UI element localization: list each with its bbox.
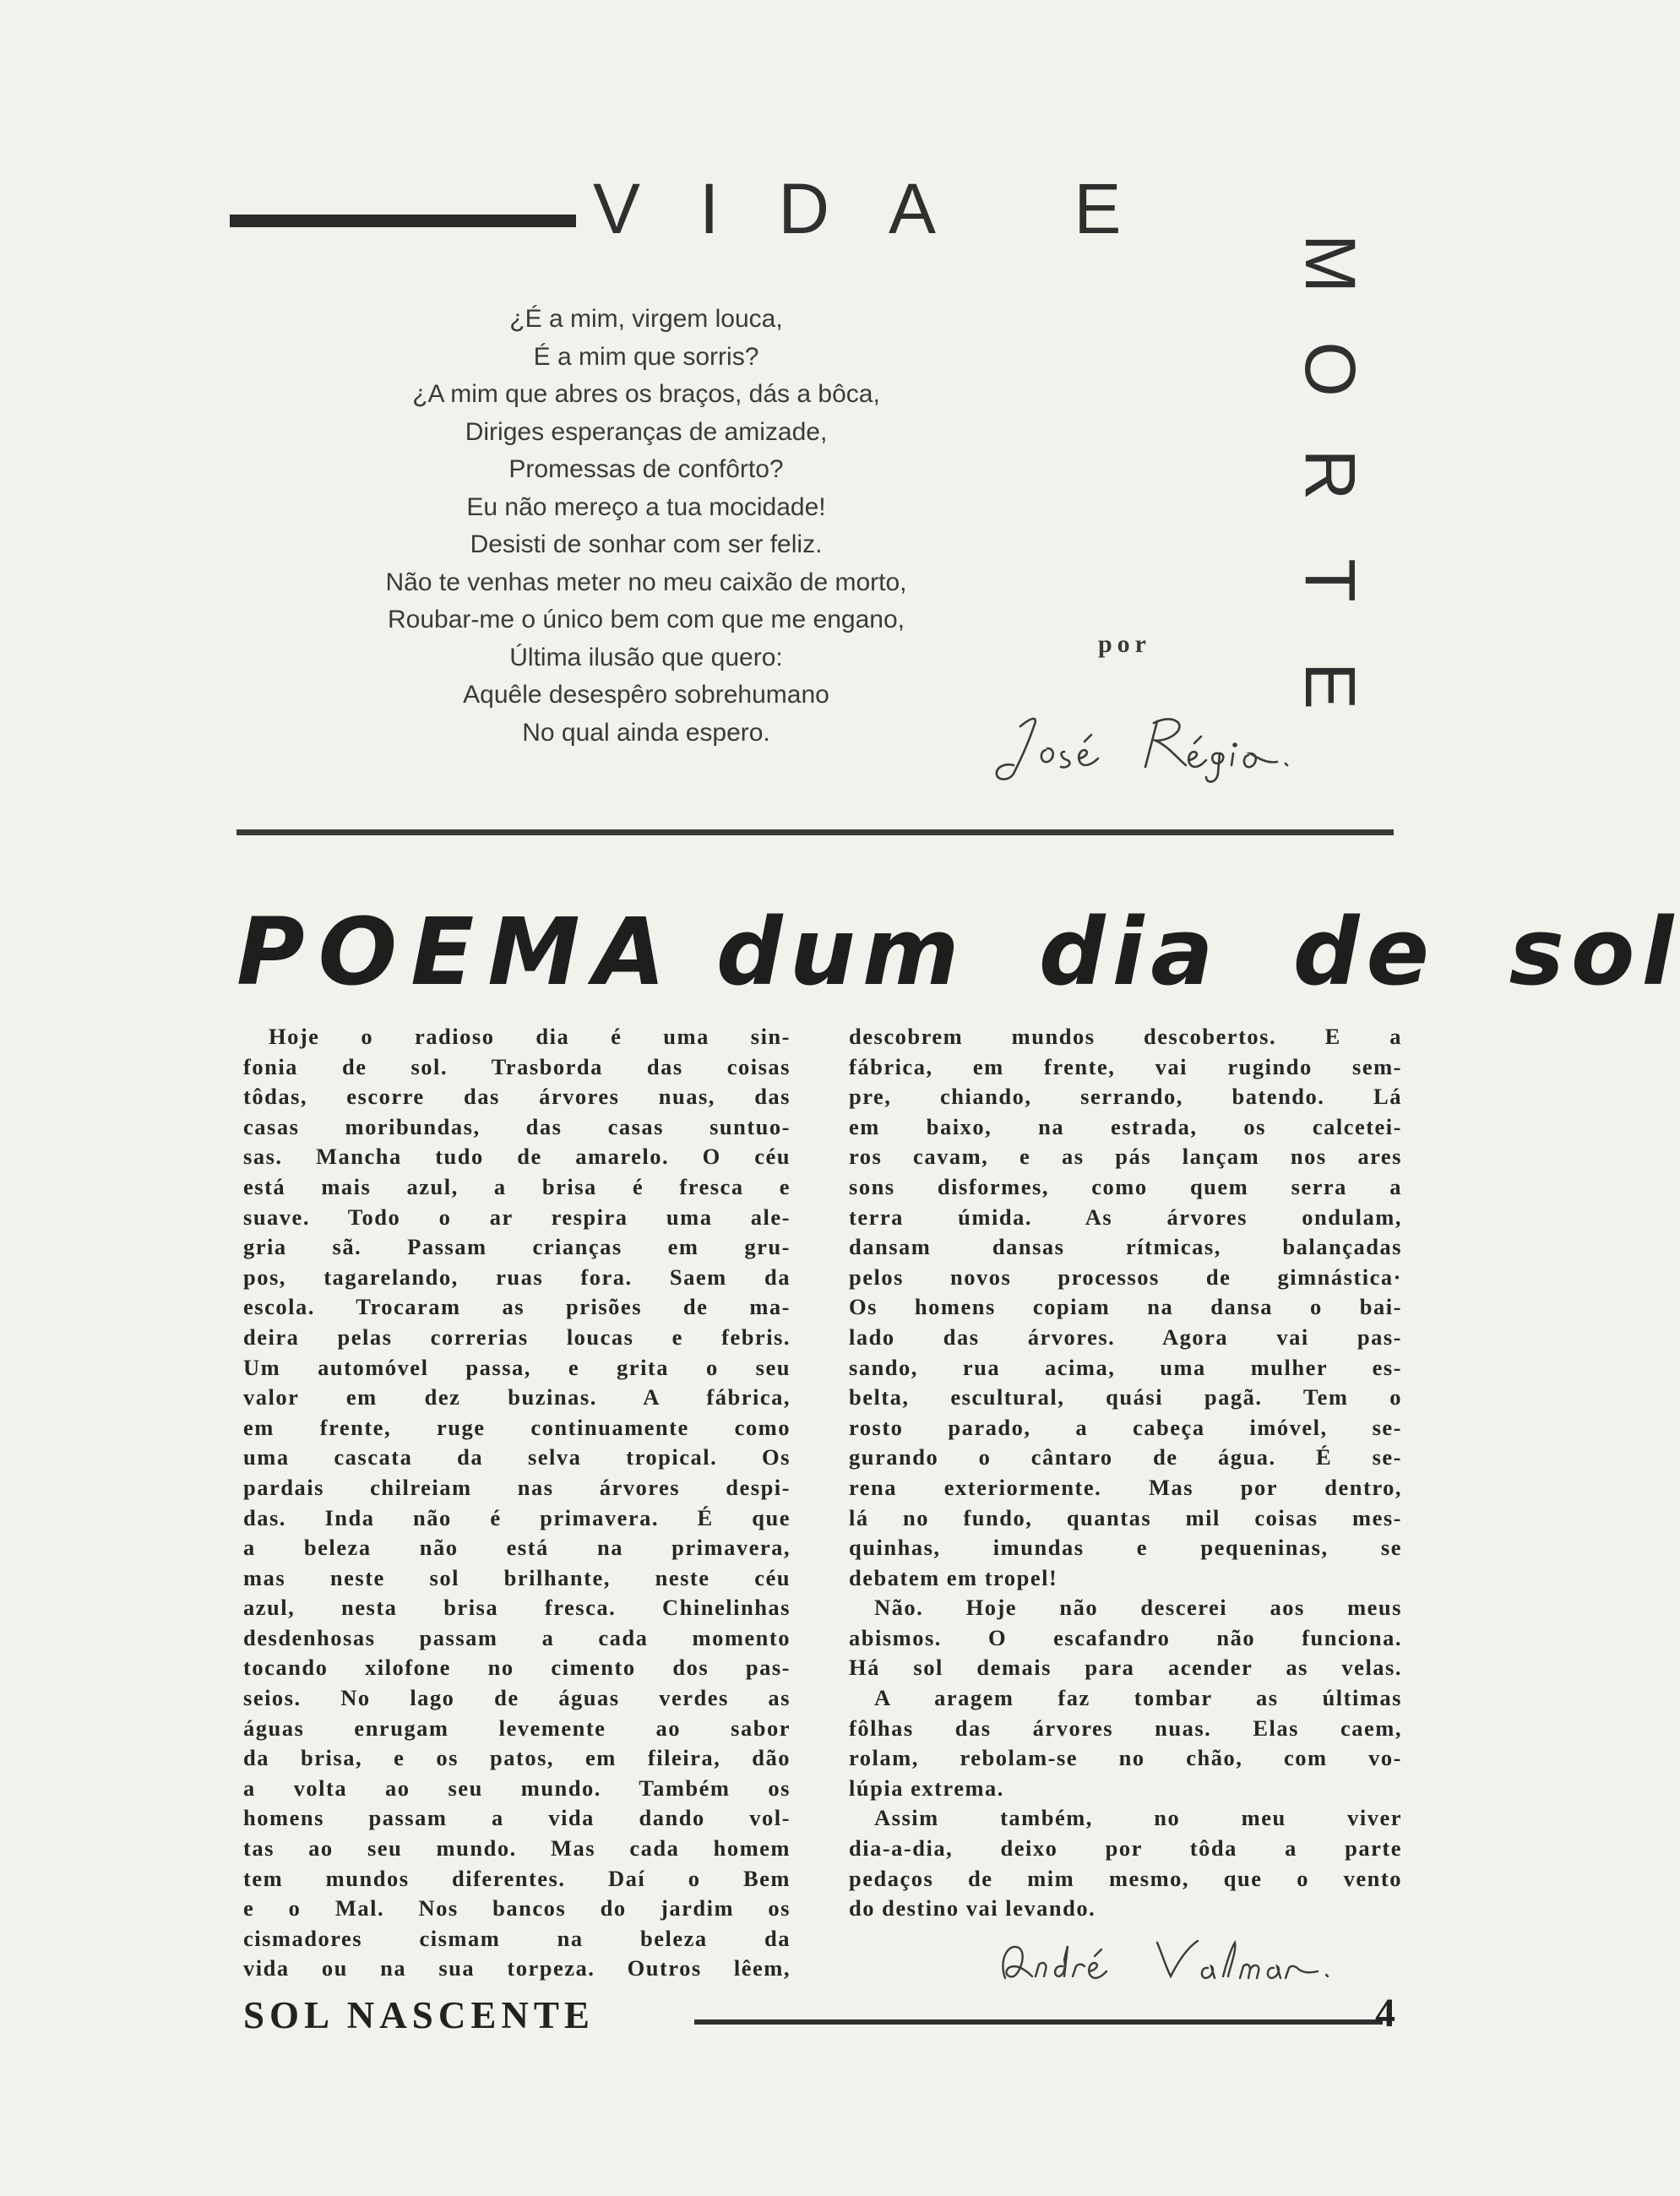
article-line: Hoje o radioso dia é uma sin- bbox=[269, 1024, 791, 1049]
poem-line: Diriges esperanças de amizade, bbox=[465, 417, 828, 446]
article-line: seios. No lago de águas verdes as bbox=[243, 1685, 791, 1711]
article-line: ros cavam, e as pás lançam nos ares bbox=[849, 1144, 1402, 1170]
headline-dum-dia-de-sol: dum dia de sol bbox=[715, 898, 1680, 1006]
article-line: pelos novos processos de gimnástica· bbox=[849, 1264, 1402, 1290]
article-line: Um automóvel passa, e grita o seu bbox=[243, 1354, 791, 1380]
article-line: abismos. O escafandro não funciona. bbox=[849, 1624, 1402, 1650]
poem-line: Desisti de sonhar com ser feliz. bbox=[470, 530, 823, 558]
article-line: pos, tagarelando, ruas fora. Saem da bbox=[243, 1264, 791, 1290]
article-line: Os homens copiam na dansa o bai- bbox=[849, 1294, 1402, 1320]
article-line: cismadores cismam na beleza da bbox=[243, 1925, 791, 1951]
poem-line: Última ilusão que quero: bbox=[509, 643, 783, 671]
article-line: fábrica, em frente, vai rugindo sem- bbox=[849, 1053, 1402, 1079]
poem-body bbox=[321, 301, 971, 752]
signature-jose-regio bbox=[980, 693, 1335, 794]
article-line: a beleza não está na primavera, bbox=[243, 1535, 791, 1561]
article-line: vida ou na sua torpeza. Outros lêem, bbox=[243, 1955, 791, 1981]
article-line: das. Inda não é primavera. É que bbox=[243, 1504, 791, 1530]
poem-by-label: por bbox=[1098, 630, 1151, 658]
article-line: casas moribundas, das casas suntuo- bbox=[243, 1113, 791, 1139]
article-line: fonia de sol. Trasborda das coisas bbox=[243, 1053, 791, 1079]
article-column-right bbox=[849, 1022, 1402, 1924]
title-morte-letter: T bbox=[1291, 558, 1370, 602]
poem-line: ¿É a mim, virgem louca, bbox=[509, 305, 783, 333]
article-line: tôdas, escorre das árvores nuas, das bbox=[243, 1084, 791, 1110]
article-line: deira pelas correrias loucas e febris. bbox=[243, 1324, 791, 1350]
title-morte-letter: M bbox=[1291, 234, 1370, 293]
article-line: terra úmida. As árvores ondulam, bbox=[849, 1204, 1402, 1230]
article-line: Há sol demais para acender as velas. bbox=[849, 1655, 1402, 1681]
poem-line: Eu não mereço a tua mocidade! bbox=[466, 492, 826, 521]
title-rule bbox=[230, 215, 576, 227]
article-line: uma cascata da selva tropical. Os bbox=[243, 1444, 791, 1470]
signature-andre-valmar bbox=[980, 1926, 1351, 1993]
article-line: rena exteriormente. Mas por dentro, bbox=[849, 1474, 1402, 1500]
article-line: debatem em tropel! bbox=[849, 1564, 1058, 1590]
section-divider bbox=[237, 829, 1394, 835]
article-line: dia-a-dia, deixo por tôda a parte bbox=[849, 1835, 1402, 1862]
article-line: da brisa, e os patos, em fileira, dão bbox=[243, 1745, 791, 1771]
title-morte-letter: O bbox=[1291, 341, 1370, 397]
article-line: pedaços de mim mesmo, que o vento bbox=[849, 1865, 1402, 1891]
title-morte-letter: E bbox=[1291, 661, 1370, 710]
article-line: sons disformes, como quem serra a bbox=[849, 1173, 1402, 1199]
article-headline bbox=[237, 898, 1680, 1006]
article-line: em frente, ruge continuamente como bbox=[243, 1414, 791, 1440]
headline-poema: POEMA bbox=[237, 898, 679, 1006]
article-line: suave. Todo o ar respira uma ale- bbox=[243, 1204, 791, 1230]
poem-line: Aquêle desespêro sobrehumano bbox=[463, 681, 829, 709]
article-line: tas ao seu mundo. Mas cada homem bbox=[243, 1835, 791, 1862]
article-line: Não. Hoje não descerei aos meus bbox=[874, 1595, 1402, 1621]
poem-line: ¿A mim que abres os braços, dás a bôca, bbox=[412, 380, 880, 408]
article-line: águas enrugam levemente ao sabor bbox=[243, 1715, 791, 1741]
article-line: tem mundos diferentes. Daí o Bem bbox=[243, 1865, 791, 1891]
poem-line: É a mim que sorris? bbox=[533, 342, 759, 371]
article-line: dansam dansas rítmicas, balançadas bbox=[849, 1234, 1402, 1260]
footer-rule bbox=[694, 2019, 1383, 2025]
title-morte-vertical bbox=[1291, 228, 1370, 756]
poem-line: No qual ainda espero. bbox=[522, 718, 770, 747]
poem-line: Roubar-me o único bem com que me engano, bbox=[387, 606, 905, 633]
article-line: do destino vai levando. bbox=[849, 1895, 1096, 1922]
article-line: mas neste sol brilhante, neste céu bbox=[243, 1564, 791, 1590]
article-line: está mais azul, a brisa é fresca e bbox=[243, 1173, 791, 1199]
article-line: fôlhas das árvores nuas. Elas caem, bbox=[849, 1715, 1402, 1741]
title-vida-e bbox=[593, 169, 1235, 248]
poem-line: Não te venhas meter no meu caixão de morto, bbox=[385, 568, 907, 596]
poem-line: Promessas de confôrto? bbox=[508, 455, 784, 483]
article-line: pardais chilreiam nas árvores despi- bbox=[243, 1474, 791, 1500]
article-line: e o Mal. Nos bancos do jardim os bbox=[243, 1895, 791, 1922]
article-line: azul, nesta brisa fresca. Chinelinhas bbox=[243, 1595, 791, 1621]
article-line: quinhas, imundas e pequeninas, se bbox=[849, 1535, 1402, 1561]
article-line: rosto parado, a cabeça imóvel, se- bbox=[849, 1414, 1402, 1440]
article-column-left bbox=[243, 1022, 791, 1984]
article-line: pre, chiando, serrando, batendo. Lá bbox=[849, 1084, 1402, 1110]
title-morte-letter: R bbox=[1291, 448, 1370, 501]
article-line: descobrem mundos descobertos. E a bbox=[849, 1024, 1402, 1049]
article-line: sando, rua acima, uma mulher es- bbox=[849, 1354, 1402, 1380]
article-line: belta, escultural, quási pagã. Tem o bbox=[849, 1384, 1402, 1411]
article-line: a volta ao seu mundo. Também os bbox=[243, 1775, 791, 1801]
article-line: sas. Mancha tudo de amarelo. O céu bbox=[243, 1144, 791, 1170]
footer-publication-name: SOL NASCENTE bbox=[243, 1994, 595, 2036]
article-line: homens passam a vida dando vol- bbox=[243, 1805, 791, 1831]
article-line: lúpia extrema. bbox=[849, 1775, 1004, 1801]
article-line: desdenhosas passam a cada momento bbox=[243, 1624, 791, 1650]
article-line: escola. Trocaram as prisões de ma- bbox=[243, 1294, 791, 1320]
article-line: lado das árvores. Agora vai pas- bbox=[849, 1324, 1402, 1350]
article-line: lá no fundo, quantas mil coisas mes- bbox=[849, 1504, 1402, 1530]
article-line: Assim também, no meu viver bbox=[874, 1805, 1402, 1831]
article-line: em baixo, na estrada, os calcetei- bbox=[849, 1113, 1402, 1139]
article-line: valor em dez buzinas. A fábrica, bbox=[243, 1384, 791, 1411]
article-line: tocando xilofone no cimento dos pas- bbox=[243, 1655, 791, 1681]
page-number: 4 bbox=[1375, 1991, 1395, 2036]
article-line: gurando o cântaro de água. É se- bbox=[849, 1444, 1402, 1470]
title-word-vida: VIDA bbox=[593, 169, 996, 248]
title-word-e: E bbox=[1074, 169, 1181, 248]
article-line: A aragem faz tombar as últimas bbox=[874, 1685, 1402, 1711]
article-line: gria sã. Passam crianças em gru- bbox=[243, 1234, 791, 1260]
article-line: rolam, rebolam-se no chão, com vo- bbox=[849, 1745, 1402, 1771]
